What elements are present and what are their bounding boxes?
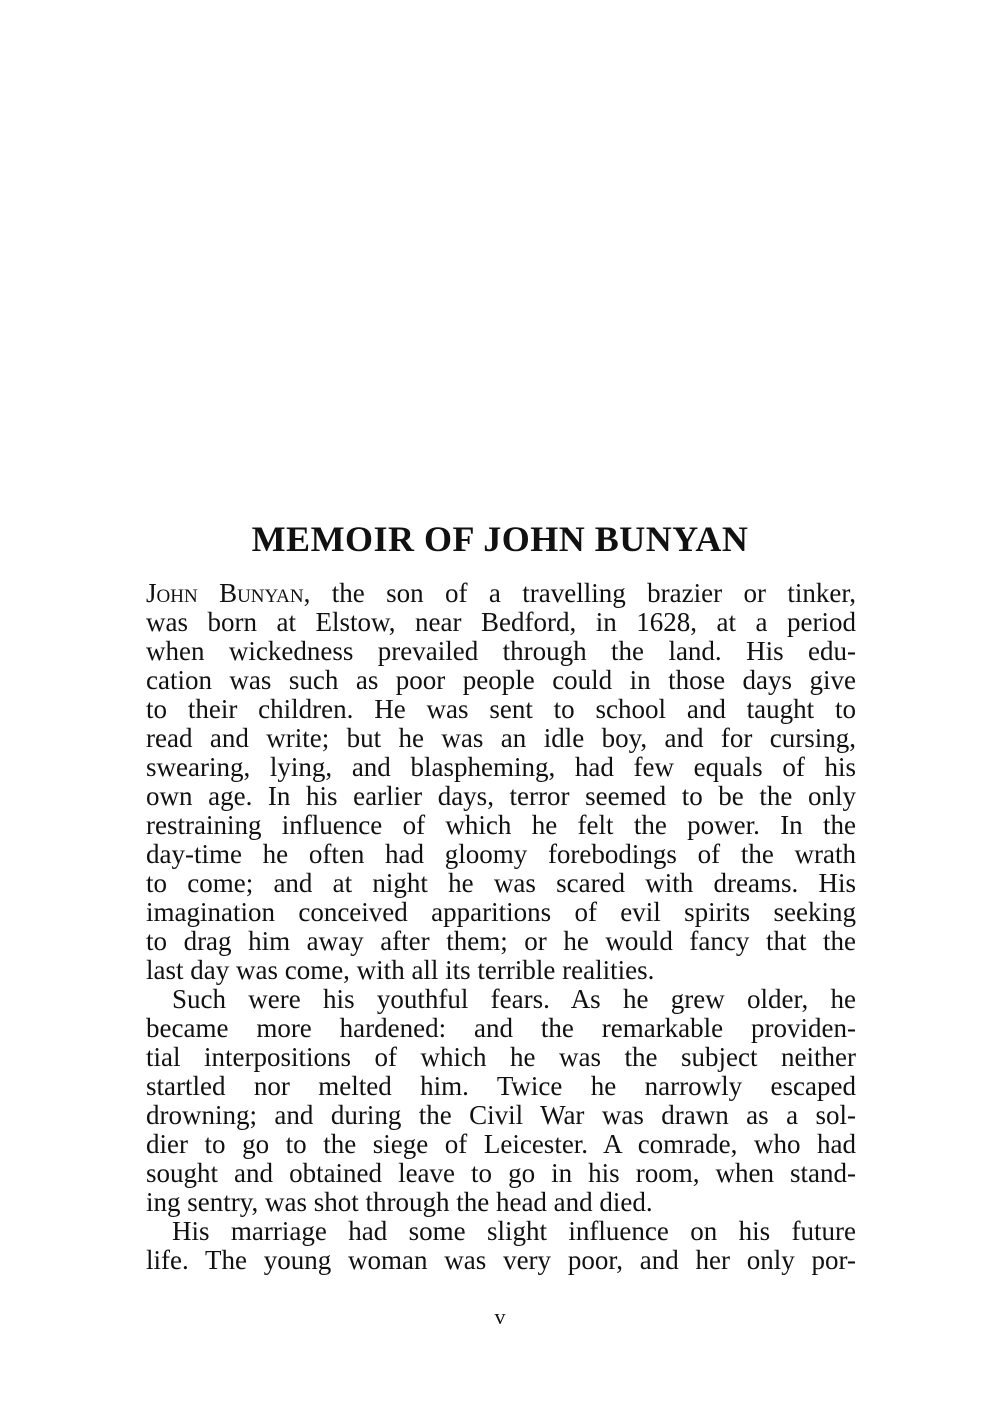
- text-line: imagination conceived apparitions of evil spirits seeking: [146, 897, 856, 927]
- text-line: Such were his youthful fears. As he grew older, he: [172, 984, 856, 1014]
- text-line: startled nor melted him. Twice he narrowly escaped: [146, 1071, 856, 1101]
- text-line: dier to go to the siege of Leicester. A comrade, who had: [146, 1129, 856, 1159]
- text-line: life. The young woman was very poor, and her only por-: [146, 1245, 856, 1275]
- page-number: v: [494, 1304, 506, 1329]
- text-line: to their children. He was sent to school and taught to: [146, 694, 856, 724]
- text-line: day-time he often had gloomy forebodings of the wrath: [146, 839, 856, 869]
- text-line: swearing, lying, and blaspheming, had few equals of his: [146, 752, 856, 782]
- lead-name: John Bunyan: [146, 578, 304, 608]
- text-line: His marriage had some slight influence on his future: [172, 1216, 856, 1246]
- text-line: tial interpositions of which he was the subject neither: [146, 1042, 856, 1072]
- text-line: own age. In his earlier days, terror seemed to be the only: [146, 781, 856, 811]
- text-line: restraining influence of which he felt the power. In the: [146, 810, 856, 840]
- text-line: to drag him away after them; or he would fancy that the: [146, 926, 856, 956]
- text-line: to come; and at night he was scared with dreams. His: [146, 868, 856, 898]
- text-line: cation was such as poor people could in those days give: [146, 665, 856, 695]
- text-line: became more hardened: and the remarkable providen-: [146, 1013, 856, 1043]
- text-line: read and write; but he was an idle boy, and for cursing,: [146, 723, 856, 753]
- text-line: was born at Elstow, near Bedford, in 1628, at a period: [146, 607, 856, 637]
- page-title: MEMOIR OF JOHN BUNYAN: [251, 519, 749, 559]
- text-line: drowning; and during the Civil War was drawn as a sol-: [146, 1100, 856, 1130]
- memoir-body: [146, 579, 856, 1275]
- text-line: sought and obtained leave to go in his room, when stand-: [146, 1158, 856, 1188]
- text-line: last day was come, with all its terrible realities.: [146, 955, 655, 985]
- text-line: John Bunyan, the son of a travelling brazier or tinker,: [146, 578, 856, 608]
- text-line: ing sentry, was shot through the head and died.: [146, 1187, 653, 1217]
- text-line: when wickedness prevailed through the land. His edu-: [146, 636, 856, 666]
